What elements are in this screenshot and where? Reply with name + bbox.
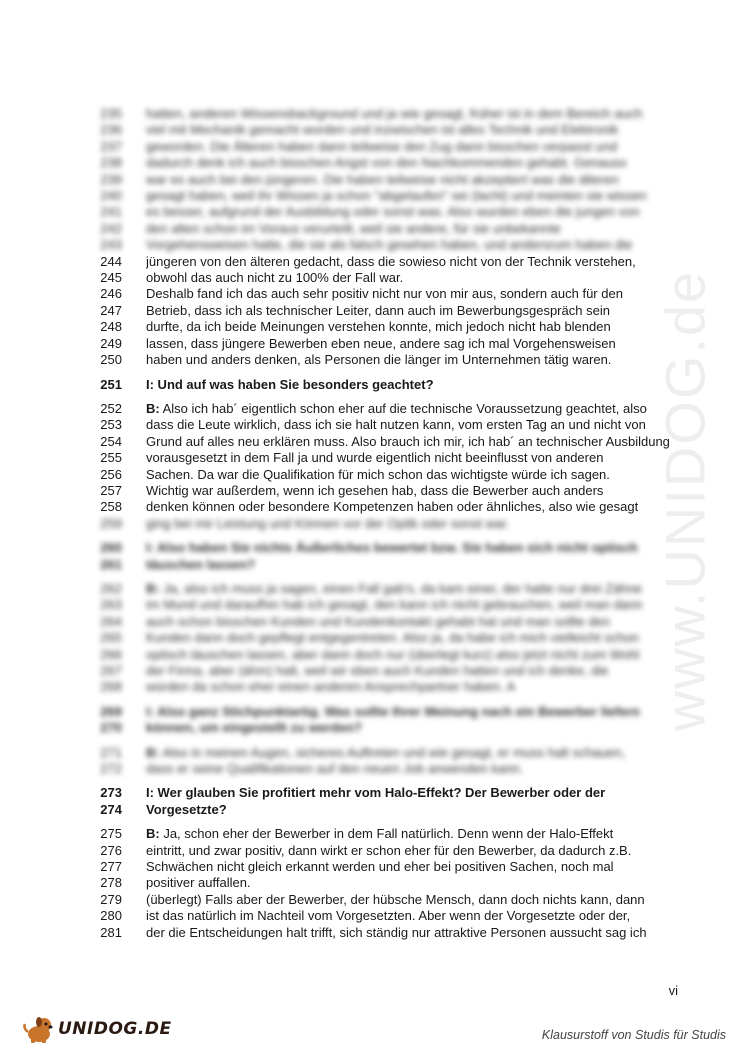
line-number: 277	[100, 859, 122, 875]
line-text: dass er seine Qualifikationen auf den neuen Job anwenden kann.	[146, 761, 524, 777]
line-text: obwohl das auch nicht zu 100% der Fall war.	[146, 270, 404, 286]
transcript-line	[90, 826, 690, 842]
transcript-line	[90, 516, 690, 532]
line-number: 238	[100, 155, 122, 171]
line-number: 256	[100, 466, 122, 482]
transcript-line	[90, 679, 690, 695]
transcript-line	[90, 581, 690, 597]
line-text: dass die Leute wirklich, dass ich sie halt nutzen kann, vom ersten Tag an und nicht von	[146, 417, 646, 433]
line-text: Wichtig war außerdem, wenn ich gesehen hab, dass die Bewerber auch anders	[146, 482, 604, 498]
transcript-line	[90, 597, 690, 613]
line-content: Ja, schon eher der Bewerber in dem Fall natürlich. Denn wenn der Halo-Effekt	[159, 826, 614, 842]
speaker-label: B:	[146, 580, 160, 596]
paragraph-gap	[90, 393, 690, 401]
line-number: 240	[100, 188, 122, 204]
line-number: 269	[100, 703, 122, 719]
transcript-body	[90, 106, 690, 941]
line-number: 271	[100, 744, 122, 760]
line-text: täuschen lassen?	[146, 556, 256, 572]
line-number: 239	[100, 171, 122, 187]
transcript-line	[90, 417, 690, 433]
line-text: I: Also haben Sie nichts Äußerliches bewertet bzw. Sie haben sich nicht optisch	[146, 540, 638, 556]
transcript-line	[90, 843, 690, 859]
transcript-line	[90, 254, 690, 270]
paragraph-gap	[90, 818, 690, 826]
transcript-line	[90, 630, 690, 646]
transcript-line	[90, 892, 690, 908]
transcript-line	[90, 221, 690, 237]
line-text: gesagt haben, weil ihr Wissen ja schon "abgelaufen" sei (lacht) und meinten sie wissen	[146, 188, 647, 204]
transcript-line	[90, 467, 690, 483]
line-text: haben und anders denken, als Personen die länger im Unternehmen tätig waren.	[146, 352, 612, 368]
line-text: eintritt, und zwar positiv, dann wirkt er schon eher für den Bewerber, da dadurch z.B.	[146, 842, 632, 858]
line-text	[146, 581, 642, 597]
line-text: würden da schon eher einen anderen Ansprechpartner haben. A	[146, 679, 516, 695]
line-text: Sachen. Da war die Qualifikation für mich schon das wichtigste würde ich sagen.	[146, 466, 610, 482]
line-number: 276	[100, 842, 122, 858]
transcript-line	[90, 401, 690, 417]
line-text: ging bei mir Leistung und Können vor der Optik oder sonst war.	[146, 515, 510, 531]
transcript-line	[90, 336, 690, 352]
transcript-line	[90, 188, 690, 204]
line-number: 273	[100, 785, 122, 801]
line-number: 267	[100, 663, 122, 678]
line-number: 252	[100, 400, 122, 416]
transcript-line	[90, 122, 690, 138]
line-number: 245	[100, 270, 122, 286]
transcript-line	[90, 925, 690, 941]
line-number: 237	[100, 138, 122, 154]
speaker-label: B:	[146, 826, 160, 842]
line-text: I: Also ganz Stichpunktartig. Was sollte Ihrer Meinung nach ein Bewerber liefern	[146, 703, 640, 719]
transcript-line	[90, 139, 690, 155]
transcript-line	[90, 204, 690, 220]
transcript-line	[90, 450, 690, 466]
line-text: positiver auffallen.	[146, 875, 251, 891]
line-number: 261	[100, 556, 122, 572]
footer-logo[interactable]	[22, 1014, 172, 1044]
transcript-line	[90, 434, 690, 450]
page-number: vi	[668, 983, 678, 998]
line-number: 250	[100, 352, 122, 368]
line-text: Schwächen nicht gleich erkannt werden und eher bei positiven Sachen, noch mal	[146, 859, 614, 875]
line-text: der Firma, aber (ähm) halt, weil wir eben auch Kunden hatten und ich denke, die	[146, 663, 609, 678]
paragraph-gap	[90, 369, 690, 377]
transcript-line	[90, 875, 690, 891]
line-number: 235	[100, 106, 122, 121]
line-number: 279	[100, 891, 122, 907]
line-text: im Mund und daraufhin hab ich gesagt, den kann ich nicht gebrauchen, weil man dann	[146, 597, 643, 613]
line-number: 242	[100, 220, 122, 236]
line-text: Vorgehensweisen hatte, die sie als falsch gesehen haben, und andersrum haben die	[146, 237, 633, 253]
line-text	[146, 826, 613, 842]
line-number: 268	[100, 679, 122, 695]
line-number: 272	[100, 761, 122, 777]
line-number: 255	[100, 450, 122, 466]
line-text: Betrieb, dass ich als technischer Leiter, dann auch im Bewerbungsgespräch sein	[146, 302, 610, 318]
line-text: geworden. Die Älteren haben dann teilweise den Zug dann bisschen verpasst und	[146, 138, 618, 154]
line-number: 246	[100, 286, 122, 302]
line-text: können, um eingestellt zu werden?	[146, 720, 362, 736]
line-number: 260	[100, 540, 122, 556]
watermark-text: www.UNIDOG.de	[653, 269, 717, 731]
line-text: ist das natürlich im Nachteil vom Vorgesetzten. Aber wenn der Vorgesetzte oder der,	[146, 908, 631, 924]
line-text: I: Und auf was haben Sie besonders geachtet?	[146, 376, 434, 392]
question-line	[90, 704, 690, 720]
paragraph-gap	[90, 573, 690, 581]
line-text	[146, 745, 625, 761]
line-text: dadurch denk ich auch bisschen Angst von den Nachkommenden gehabt. Genauso	[146, 155, 627, 171]
line-text: durfte, da ich beide Meinungen verstehen konnte, mich jedoch nicht hab blenden	[146, 319, 611, 335]
transcript-line	[90, 647, 690, 663]
line-number: 258	[100, 499, 122, 515]
line-text: hatten, anderen Wissensbackground und ja wie gesagt, früher ist in dem Bereich auch	[146, 106, 643, 121]
line-text: Kunden dann doch gepflegt entgegentreten. Also ja, da habe ich mich vielleicht schon	[146, 630, 639, 646]
transcript-line	[90, 270, 690, 286]
line-text: auch schon bisschen Kunden und Kundenkontakt gehabt hat und man sollte den	[146, 613, 611, 629]
question-line	[90, 377, 690, 393]
line-text: (überlegt) Falls aber der Bewerber, der hübsche Mensch, dann doch nichts kann, dann	[146, 891, 645, 907]
transcript-line	[90, 745, 690, 761]
line-text: I: Wer glauben Sie profitiert mehr vom Halo-Effekt? Der Bewerber oder der	[146, 785, 606, 801]
line-number: 259	[100, 515, 122, 531]
line-number: 249	[100, 335, 122, 351]
line-number: 254	[100, 433, 122, 449]
line-text: lassen, dass jüngere Bewerben eben neue, andere sag ich mal Vorgehensweisen	[146, 335, 616, 351]
question-line	[90, 557, 690, 573]
line-text: vorausgesetzt in dem Fall ja und wurde eigentlich nicht beeinflusst von anderen	[146, 450, 604, 466]
transcript-line	[90, 483, 690, 499]
paragraph-gap	[90, 737, 690, 745]
transcript-line	[90, 908, 690, 924]
transcript-line	[90, 172, 690, 188]
line-text: war es auch bei den jüngeren. Die haben teilweise nicht akzeptiert was die älteren	[146, 171, 619, 187]
line-number: 264	[100, 613, 122, 629]
question-line	[90, 785, 690, 801]
paragraph-gap	[90, 696, 690, 704]
transcript-line	[90, 352, 690, 368]
brand-name: UNIDOG.DE	[58, 1019, 172, 1039]
transcript-line	[90, 286, 690, 302]
line-text: jüngeren von den älteren gedacht, dass die sowieso nicht von der Technik verstehen,	[146, 253, 636, 269]
transcript-line	[90, 663, 690, 679]
line-number: 262	[100, 580, 122, 596]
line-number: 236	[100, 122, 122, 138]
transcript-line	[90, 303, 690, 319]
transcript-line	[90, 155, 690, 171]
line-text: den alten schon im Voraus verurteilt, weil sie andere, für sie unbekannte	[146, 220, 561, 236]
line-number: 241	[100, 204, 122, 220]
line-text: denken können oder besondere Kompetenzen haben oder ähnliches, also wie gesagt	[146, 499, 639, 515]
line-text	[146, 401, 647, 417]
line-number: 257	[100, 482, 122, 498]
line-number: 265	[100, 630, 122, 646]
transcript-line	[90, 614, 690, 630]
line-text: viel mit Mechanik gemacht worden und inzwischen ist alles Technik und Elektronik	[146, 122, 619, 138]
footer-tagline: Klausurstoff von Studis für Studis	[541, 1028, 726, 1042]
paragraph-gap	[90, 532, 690, 540]
line-number: 251	[100, 376, 122, 392]
line-number: 243	[100, 237, 122, 253]
line-number: 274	[100, 801, 122, 817]
speaker-label: B:	[146, 400, 160, 416]
line-text: der die Entscheidungen halt trifft, sich ständig nur attraktive Personen aussucht sag ich	[146, 924, 647, 940]
line-number: 247	[100, 302, 122, 318]
line-number: 263	[100, 597, 122, 613]
line-number: 278	[100, 875, 122, 891]
line-text: Vorgesetzte?	[146, 801, 227, 817]
line-number: 275	[100, 826, 122, 842]
line-number: 253	[100, 417, 122, 433]
transcript-line	[90, 106, 690, 122]
transcript-line	[90, 319, 690, 335]
transcript-line	[90, 859, 690, 875]
line-content: Also ich hab´ eigentlich schon eher auf die technische Voraussetzung geachtet, also	[159, 400, 647, 416]
dog-mascot-icon	[22, 1014, 56, 1044]
question-line	[90, 540, 690, 556]
question-line	[90, 802, 690, 818]
line-content: Also in meinen Augen, sicheres Auftreten und wie gesagt, er muss halt schauen,	[159, 744, 626, 760]
line-text: optisch täuschen lassen, aber dann doch nur (überlegt kurz) also jetzt nicht zum Wohl	[146, 646, 640, 662]
speaker-label: B:	[146, 744, 160, 760]
line-number: 281	[100, 924, 122, 940]
question-line	[90, 720, 690, 736]
transcript-line	[90, 499, 690, 515]
line-number: 270	[100, 720, 122, 736]
line-text: Deshalb fand ich das auch sehr positiv nicht nur von mir aus, sondern auch für den	[146, 286, 623, 302]
line-number: 280	[100, 908, 122, 924]
transcript-line	[90, 237, 690, 253]
line-text: es besser, aufgrund der Ausbildung oder sonst was. Also wurden eben die jungen von	[146, 204, 640, 220]
line-content: Ja, also ich muss ja sagen, einen Fall gab's, da kam einer, der hatte nur drei Zähne	[159, 580, 643, 596]
paragraph-gap	[90, 777, 690, 785]
line-number: 248	[100, 319, 122, 335]
transcript-line	[90, 761, 690, 777]
line-number: 244	[100, 253, 122, 269]
line-number: 266	[100, 646, 122, 662]
line-text: Grund auf alles neu erklären muss. Also brauch ich mir, ich hab´ an technischer Ausbildung	[146, 433, 670, 449]
